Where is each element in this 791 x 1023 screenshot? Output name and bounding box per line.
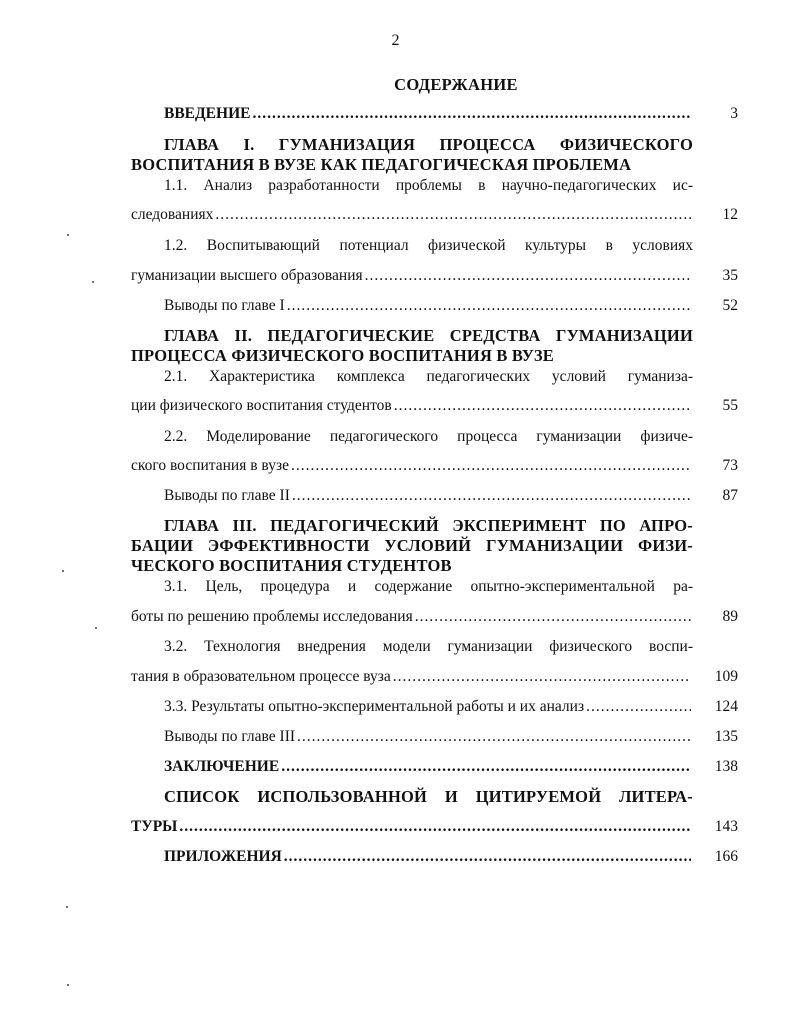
- leader-dots: [393, 667, 691, 687]
- toc-entry-label: 3.3. Результаты опытно-экспериментальной работы и их анализ: [164, 698, 585, 715]
- toc-section-3-3[interactable]: [164, 697, 693, 717]
- toc-entry-label: ТУРЫ: [131, 818, 178, 835]
- toc-entry-label: тания в образовательном процессе вуза: [131, 668, 391, 685]
- leader-dots: [394, 396, 691, 416]
- toc-page-number: 166: [714, 848, 738, 865]
- toc-entry-label: ции физического воспитания студентов: [131, 397, 392, 414]
- toc-section-3-1-cont: [131, 607, 693, 627]
- toc-entry-label: ЗАКЛЮЧЕНИЕ: [164, 758, 280, 775]
- chapter-3-heading-cont: БАЦИИ ЭФФЕКТИВНОСТИ УСЛОВИЙ ГУМАНИЗАЦИИ ФИЗИ-: [131, 536, 693, 555]
- toc-page-number: 124: [714, 698, 738, 715]
- scan-speck: [95, 627, 97, 629]
- toc-conclusions-2[interactable]: [164, 486, 693, 506]
- leader-dots: [297, 727, 691, 747]
- toc-conclusions-3[interactable]: [164, 727, 693, 747]
- toc-page-number: 138: [714, 758, 738, 775]
- toc-page-number: 89: [722, 608, 738, 625]
- leader-dots: [284, 847, 691, 867]
- toc-entry-references[interactable]: СПИСОК ИСПОЛЬЗОВАННОЙ И ЦИТИРУЕМОЙ ЛИТЕРА-: [164, 787, 693, 806]
- toc-entry-conclusion[interactable]: [164, 757, 693, 777]
- leader-dots: [215, 205, 691, 225]
- chapter-1-heading-cont: ВОСПИТАНИЯ В ВУЗЕ КАК ПЕДАГОГИЧЕСКАЯ ПРОБЛЕМА: [131, 155, 632, 174]
- scan-speck: [62, 570, 64, 572]
- toc-entry-label: Выводы по главе II: [164, 487, 290, 504]
- leader-dots: [281, 757, 691, 777]
- toc-section-1-2[interactable]: 1.2. Воспитывающий потенциал физической культуры в условиях: [164, 237, 693, 254]
- toc-entry-references-cont: [131, 817, 693, 837]
- leader-dots: [365, 266, 691, 286]
- leader-dots: [287, 296, 691, 316]
- page-title: СОДЕРЖАНИЕ: [394, 75, 518, 94]
- toc-entry-label: гуманизации высшего образования: [131, 267, 363, 284]
- toc-page-number: 55: [722, 397, 738, 414]
- toc-section-1-1-cont: [131, 205, 693, 225]
- toc-section-2-1-cont: [131, 396, 693, 416]
- toc-entry-introduction[interactable]: [164, 104, 693, 124]
- leader-dots: [415, 607, 691, 627]
- toc-page-number: 143: [714, 818, 738, 835]
- toc-page-number: 109: [714, 668, 738, 685]
- toc-section-2-2[interactable]: 2.2. Моделирование педагогического процесса гуманизации физиче-: [164, 428, 693, 445]
- scan-speck: [67, 234, 69, 236]
- chapter-2-heading[interactable]: ГЛАВА II. ПЕДАГОГИЧЕСКИЕ СРЕДСТВА ГУМАНИЗАЦИИ: [164, 326, 693, 345]
- toc-entry-label: ВВЕДЕНИЕ: [164, 105, 251, 122]
- leader-dots: [292, 486, 691, 506]
- page-number: 2: [391, 32, 400, 49]
- toc-conclusions-1[interactable]: [164, 296, 693, 316]
- scan-speck: [92, 281, 94, 283]
- leader-dots: [179, 817, 691, 837]
- toc-page-number: 3: [730, 105, 738, 122]
- toc-page-number: 12: [722, 206, 738, 223]
- toc-page-number: 135: [714, 728, 738, 745]
- toc-entry-appendix[interactable]: [164, 847, 693, 867]
- chapter-2-heading-cont: ПРОЦЕССА ФИЗИЧЕСКОГО ВОСПИТАНИЯ В ВУЗЕ: [131, 346, 554, 365]
- toc-section-3-2[interactable]: 3.2. Технология внедрения модели гуманизации физического воспи-: [164, 638, 693, 655]
- toc-section-3-2-cont: [131, 667, 693, 687]
- scan-speck: [67, 984, 69, 986]
- leader-dots: [252, 104, 691, 124]
- toc-section-1-1[interactable]: 1.1. Анализ разработанности проблемы в научно-педагогических ис-: [164, 177, 693, 194]
- toc-entry-label: ПРИЛОЖЕНИЯ: [164, 848, 282, 865]
- toc-page-number: 52: [722, 297, 738, 314]
- toc-entry-label: Выводы по главе I: [164, 297, 285, 314]
- toc-entry-label: Выводы по главе III: [164, 728, 296, 745]
- toc-page-number: 35: [722, 267, 738, 284]
- chapter-3-heading[interactable]: ГЛАВА III. ПЕДАГОГИЧЕСКИЙ ЭКСПЕРИМЕНТ ПО АПРО-: [164, 516, 693, 535]
- chapter-1-heading[interactable]: ГЛАВА I. ГУМАНИЗАЦИЯ ПРОЦЕССА ФИЗИЧЕСКОГО: [164, 135, 693, 154]
- toc-section-1-2-cont: [131, 266, 693, 286]
- toc-page-number: 73: [722, 457, 738, 474]
- leader-dots: [586, 697, 691, 717]
- toc-entry-label: следованиях: [131, 206, 214, 223]
- toc-page-number: 87: [722, 487, 738, 504]
- toc-section-2-2-cont: [131, 456, 693, 476]
- chapter-3-heading-cont-2: ЧЕСКОГО ВОСПИТАНИЯ СТУДЕНТОВ: [131, 556, 452, 575]
- toc-entry-label: ского воспитания в вузе: [131, 457, 289, 474]
- scan-speck: [66, 906, 68, 908]
- toc-section-2-1[interactable]: 2.1. Характеристика комплекса педагогических условий гуманиза-: [164, 368, 693, 385]
- leader-dots: [291, 456, 691, 476]
- toc-section-3-1[interactable]: 3.1. Цель, процедура и содержание опытно-экспериментальной ра-: [164, 578, 693, 595]
- toc-entry-label: боты по решению проблемы исследования: [131, 608, 413, 625]
